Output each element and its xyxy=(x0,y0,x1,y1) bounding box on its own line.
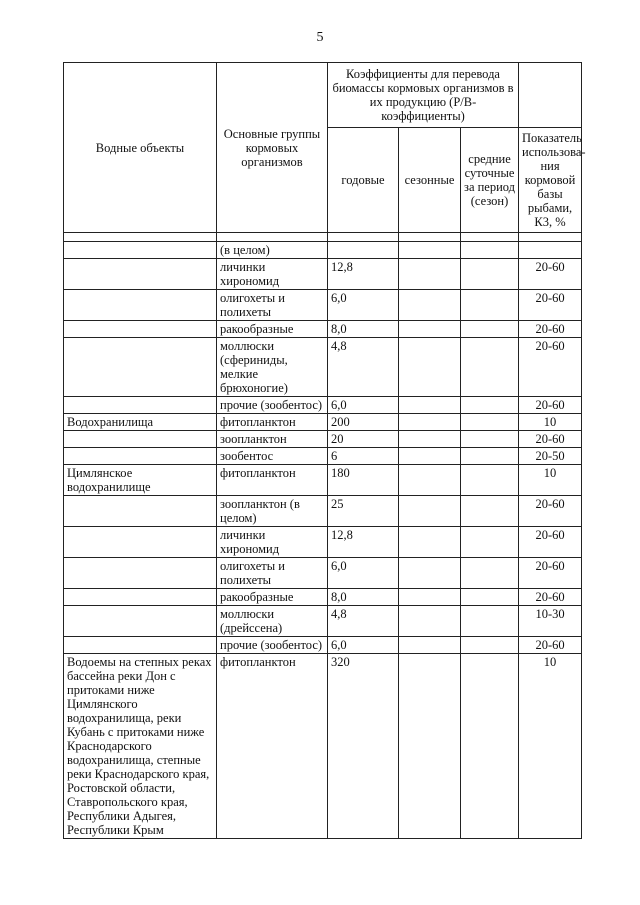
year-coeff-cell: 6,0 xyxy=(328,397,399,414)
usage-ratio-cell: 20-60 xyxy=(519,527,582,558)
usage-ratio-cell: 20-60 xyxy=(519,431,582,448)
year-coeff-cell: 6,0 xyxy=(328,558,399,589)
daily-coeff-cell xyxy=(461,606,519,637)
table-row xyxy=(64,397,582,414)
season-coeff-cell xyxy=(399,558,461,589)
table-row xyxy=(64,496,582,527)
object-cell xyxy=(64,290,217,321)
season-coeff-cell xyxy=(399,448,461,465)
usage-ratio-cell: 20-60 xyxy=(519,321,582,338)
object-cell xyxy=(64,558,217,589)
year-coeff-cell: 4,8 xyxy=(328,338,399,397)
coefficients-table xyxy=(63,62,586,839)
daily-coeff-cell xyxy=(461,414,519,431)
season-coeff-cell xyxy=(399,465,461,496)
daily-coeff-cell xyxy=(461,290,519,321)
header-coeff: Коэффициенты для перевода биомассы кормовых организмов в их продукцию (P/B-коэффициенты) xyxy=(328,63,519,128)
table-row xyxy=(64,431,582,448)
season-coeff-cell xyxy=(399,527,461,558)
group-cell: прочие (зообентос) xyxy=(217,397,328,414)
group-cell: фитопланктон xyxy=(217,414,328,431)
object-cell xyxy=(64,637,217,654)
object-cell xyxy=(64,321,217,338)
header-object: Водные объекты xyxy=(64,63,217,233)
object-cell xyxy=(64,448,217,465)
header-ratio: Показатель использова-ния кормовой базы рыбами, К3, % xyxy=(519,128,582,233)
daily-coeff-cell xyxy=(461,431,519,448)
usage-ratio-cell: 10 xyxy=(519,465,582,496)
header-daily: средние суточные за период (сезон) xyxy=(461,128,519,233)
usage-ratio-cell xyxy=(519,242,582,259)
usage-ratio-cell: 20-60 xyxy=(519,290,582,321)
table-row xyxy=(64,465,582,496)
season-coeff-cell xyxy=(399,431,461,448)
season-coeff-cell xyxy=(399,637,461,654)
header-row-top xyxy=(64,63,582,128)
object-cell xyxy=(64,589,217,606)
usage-ratio-cell: 20-60 xyxy=(519,338,582,397)
daily-coeff-cell xyxy=(461,338,519,397)
year-coeff-cell: 6,0 xyxy=(328,637,399,654)
daily-coeff-cell xyxy=(461,589,519,606)
season-coeff-cell xyxy=(399,397,461,414)
group-cell: личинки хирономид xyxy=(217,527,328,558)
spacer-row xyxy=(64,233,582,242)
year-coeff-cell: 200 xyxy=(328,414,399,431)
usage-ratio-cell: 20-50 xyxy=(519,448,582,465)
group-cell: (в целом) xyxy=(217,242,328,259)
season-coeff-cell xyxy=(399,242,461,259)
table-row xyxy=(64,527,582,558)
table-row xyxy=(64,414,582,431)
usage-ratio-cell: 20-60 xyxy=(519,558,582,589)
object-cell xyxy=(64,338,217,397)
daily-coeff-cell xyxy=(461,558,519,589)
daily-coeff-cell xyxy=(461,448,519,465)
year-coeff-cell: 12,8 xyxy=(328,259,399,290)
usage-ratio-cell: 10 xyxy=(519,654,582,839)
daily-coeff-cell xyxy=(461,242,519,259)
season-coeff-cell xyxy=(399,290,461,321)
usage-ratio-cell: 20-60 xyxy=(519,397,582,414)
header-year: годовые xyxy=(328,128,399,233)
usage-ratio-cell: 20-60 xyxy=(519,259,582,290)
object-cell: Цимлянское водохранилище xyxy=(64,465,217,496)
table-row xyxy=(64,259,582,290)
object-cell xyxy=(64,242,217,259)
season-coeff-cell xyxy=(399,654,461,839)
usage-ratio-cell: 10-30 xyxy=(519,606,582,637)
season-coeff-cell xyxy=(399,259,461,290)
table-row xyxy=(64,558,582,589)
object-cell xyxy=(64,259,217,290)
table-row xyxy=(64,242,582,259)
group-cell: моллюски (сфериниды, мелкие брюхоногие) xyxy=(217,338,328,397)
table-row xyxy=(64,654,582,839)
year-coeff-cell: 4,8 xyxy=(328,606,399,637)
year-coeff-cell: 12,8 xyxy=(328,527,399,558)
group-cell: моллюски (дрейссена) xyxy=(217,606,328,637)
group-cell: ракообразные xyxy=(217,589,328,606)
object-cell xyxy=(64,496,217,527)
header-season: сезонные xyxy=(399,128,461,233)
usage-ratio-cell: 20-60 xyxy=(519,589,582,606)
table-row xyxy=(64,606,582,637)
group-cell: фитопланктон xyxy=(217,654,328,839)
group-cell: фитопланктон xyxy=(217,465,328,496)
group-cell: зоопланктон xyxy=(217,431,328,448)
table-row xyxy=(64,338,582,397)
season-coeff-cell xyxy=(399,496,461,527)
table-body xyxy=(64,233,582,839)
usage-ratio-cell: 10 xyxy=(519,414,582,431)
daily-coeff-cell xyxy=(461,321,519,338)
object-cell xyxy=(64,527,217,558)
season-coeff-cell xyxy=(399,338,461,397)
year-coeff-cell: 6,0 xyxy=(328,290,399,321)
daily-coeff-cell xyxy=(461,465,519,496)
object-cell: Водоемы на степных реках бассейна реки Дон с притоками ниже Цимлянского водохранилища, реки Кубань с притоками ниже Краснодарского водохранилища, степные реки Краснодарского края, Ростовской области, Ставропольского края, Республики Адыгея, Республики Крым xyxy=(64,654,217,839)
year-coeff-cell: 25 xyxy=(328,496,399,527)
group-cell: ракообразные xyxy=(217,321,328,338)
group-cell: олигохеты и полихеты xyxy=(217,558,328,589)
page-number: 5 xyxy=(316,30,324,45)
table-row xyxy=(64,637,582,654)
table-row xyxy=(64,290,582,321)
daily-coeff-cell xyxy=(461,527,519,558)
group-cell: прочие (зообентос) xyxy=(217,637,328,654)
daily-coeff-cell xyxy=(461,496,519,527)
year-coeff-cell xyxy=(328,242,399,259)
season-coeff-cell xyxy=(399,606,461,637)
table-row xyxy=(64,321,582,338)
year-coeff-cell: 6 xyxy=(328,448,399,465)
year-coeff-cell: 20 xyxy=(328,431,399,448)
usage-ratio-cell: 20-60 xyxy=(519,637,582,654)
object-cell xyxy=(64,397,217,414)
group-cell: личинки хирономид xyxy=(217,259,328,290)
group-cell: олигохеты и полихеты xyxy=(217,290,328,321)
group-cell: зообентос xyxy=(217,448,328,465)
object-cell xyxy=(64,606,217,637)
header-ratio-top xyxy=(519,63,582,128)
season-coeff-cell xyxy=(399,321,461,338)
daily-coeff-cell xyxy=(461,637,519,654)
header-group: Основные группы кормовых организмов xyxy=(217,63,328,233)
object-cell: Водохранилища xyxy=(64,414,217,431)
year-coeff-cell: 8,0 xyxy=(328,321,399,338)
daily-coeff-cell xyxy=(461,259,519,290)
daily-coeff-cell xyxy=(461,397,519,414)
year-coeff-cell: 8,0 xyxy=(328,589,399,606)
year-coeff-cell: 320 xyxy=(328,654,399,839)
group-cell: зоопланктон (в целом) xyxy=(217,496,328,527)
table-row xyxy=(64,589,582,606)
year-coeff-cell: 180 xyxy=(328,465,399,496)
object-cell xyxy=(64,431,217,448)
usage-ratio-cell: 20-60 xyxy=(519,496,582,527)
season-coeff-cell xyxy=(399,414,461,431)
season-coeff-cell xyxy=(399,589,461,606)
table-row xyxy=(64,448,582,465)
daily-coeff-cell xyxy=(461,654,519,839)
